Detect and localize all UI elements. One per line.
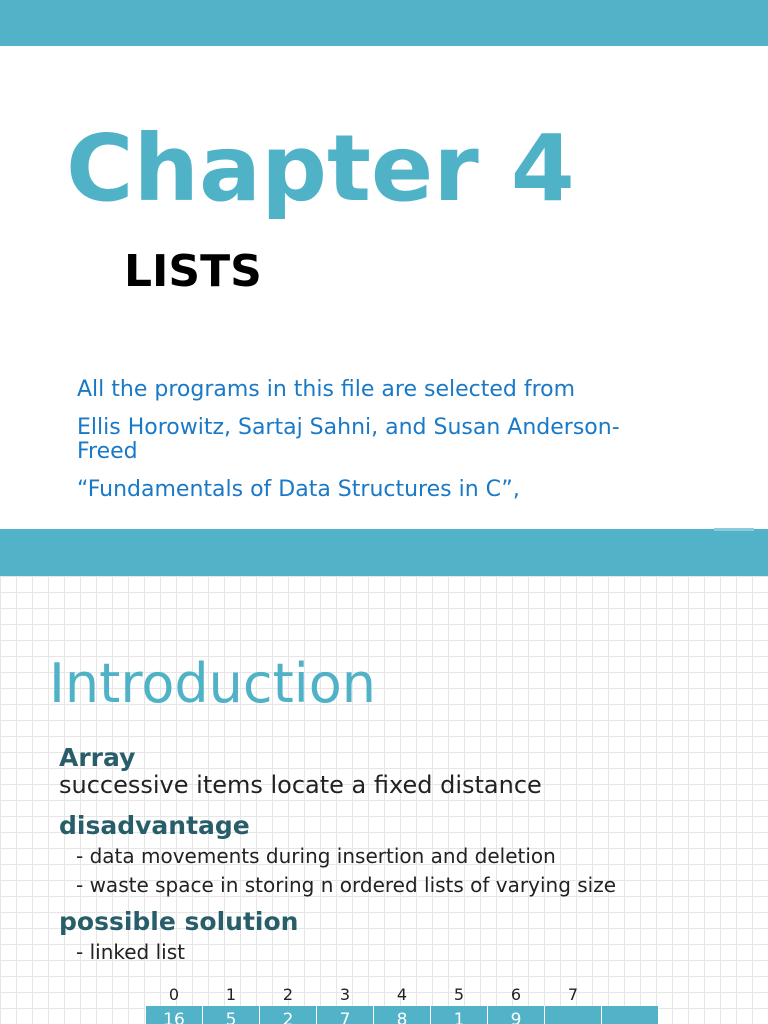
array-index: 2 bbox=[282, 985, 294, 1004]
array-index: 7 bbox=[567, 985, 579, 1004]
introduction-slide bbox=[0, 576, 768, 1024]
chapter-subtitle: LISTS bbox=[124, 246, 262, 297]
solution-heading: possible solution bbox=[59, 907, 299, 936]
bottom-accent-bar bbox=[0, 529, 768, 576]
slide-title: Introduction bbox=[49, 652, 377, 715]
array-cell bbox=[545, 1006, 602, 1024]
array-index: 1 bbox=[225, 985, 237, 1004]
array-cell: 8 bbox=[374, 1006, 431, 1024]
array-cell: 2 bbox=[260, 1006, 317, 1024]
disadvantage-heading: disadvantage bbox=[59, 811, 250, 840]
credit-line: “Fundamentals of Data Structures in C”, bbox=[77, 477, 520, 502]
credits-block bbox=[77, 378, 677, 516]
array-index: 0 bbox=[168, 985, 180, 1004]
array-index: 3 bbox=[339, 985, 351, 1004]
array-description: successive items locate a fixed distance bbox=[59, 771, 542, 799]
accent-bar-tab bbox=[714, 528, 754, 531]
disadvantage-item: - waste space in storing n ordered lists of varying size bbox=[76, 873, 617, 897]
disadvantage-item: - data movements during insertion and deletion bbox=[76, 844, 556, 868]
array-cell: 9 bbox=[488, 1006, 545, 1024]
solution-item: - linked list bbox=[76, 940, 185, 964]
array-cell bbox=[602, 1006, 659, 1024]
array-heading: Array bbox=[59, 743, 136, 772]
array-cell: 1 bbox=[431, 1006, 488, 1024]
chapter-title: Chapter 4 bbox=[66, 115, 575, 222]
top-accent-bar bbox=[0, 0, 768, 46]
array-cell: 5 bbox=[203, 1006, 260, 1024]
credit-line: All the programs in this file are selected from bbox=[77, 377, 576, 402]
array-index: 6 bbox=[510, 985, 522, 1004]
array-index: 4 bbox=[396, 985, 408, 1004]
array-cell: 16 bbox=[146, 1006, 203, 1024]
array-index: 5 bbox=[453, 985, 465, 1004]
credit-line: Ellis Horowitz, Sartaj Sahni, and Susan Anderson-Freed bbox=[77, 415, 620, 464]
array-cell: 7 bbox=[317, 1006, 374, 1024]
